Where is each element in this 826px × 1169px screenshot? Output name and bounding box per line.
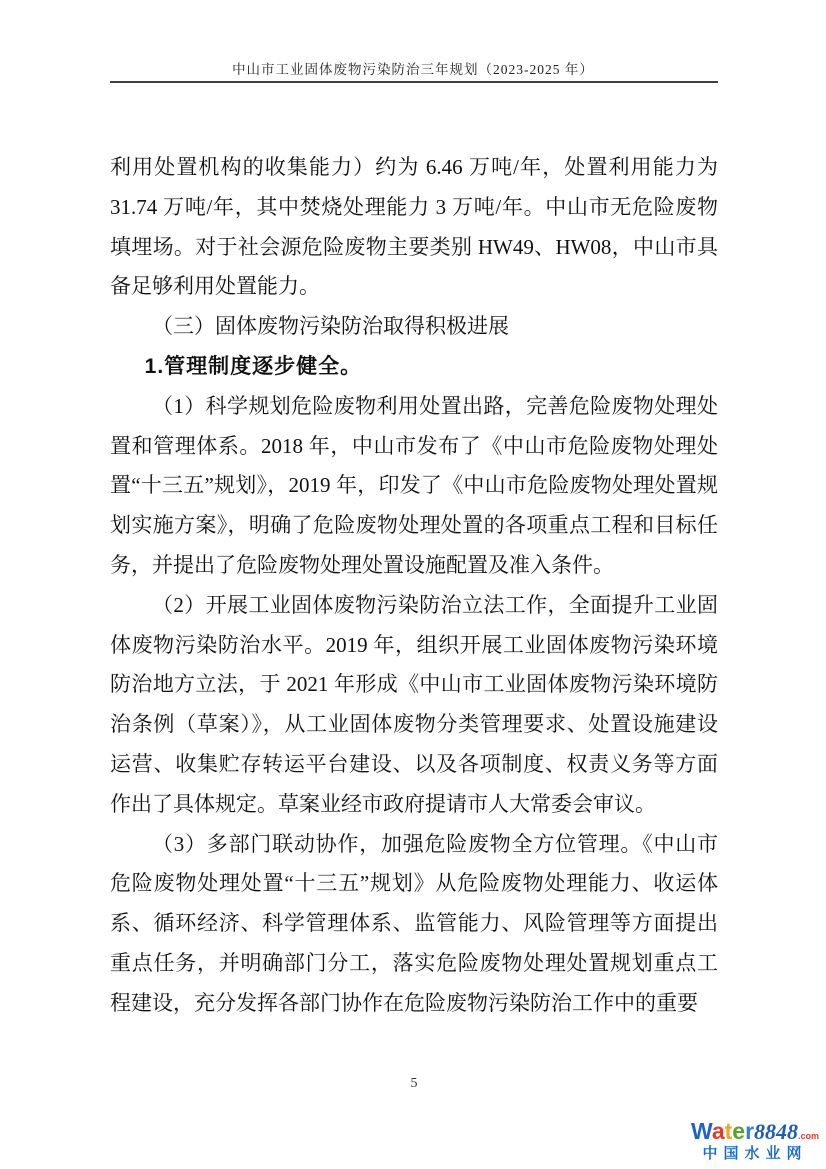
logo-dotcom: .com bbox=[798, 1131, 820, 1141]
document-body bbox=[110, 148, 718, 1024]
water8848-watermark-logo bbox=[689, 1120, 821, 1161]
page-header-title: 中山市工业固体废物污染防治三年规划（2023-2025 年） bbox=[232, 62, 594, 77]
logo-letter-e: e bbox=[732, 1118, 746, 1144]
paragraph-item-1: （1）科学规划危险废物利用处置出路，完善危险废物处理处置和管理体系。2018 年，中山市发布了《中山市危险废物处理处置“十三五”规划》，2019 年，印发了《中山市危险废物处理处置规划实施方案》，明确了危险废物处理处置的各项重点工程和目标任务，并提出了危险废物处理处置设施配置及准入条件。 bbox=[110, 393, 718, 577]
logo-number-8848: 8848 bbox=[754, 1119, 799, 1144]
page-number: 5 bbox=[410, 1076, 418, 1091]
logo-letter-w: W bbox=[690, 1118, 712, 1144]
logo-letter-r: r bbox=[745, 1118, 755, 1144]
header-divider-line bbox=[110, 81, 718, 83]
paragraph-item-3: （3）多部门联动协作，加强危险废物全方位管理。《中山市危险废物处理处置“十三五”规划》从危险废物处理能力、收运体系、循环经济、科学管理体系、监管能力、风险管理等方面提出重点任务，并明确部门分工，落实危险废物处理处置规划重点工程建设，充分发挥各部门协作在危险废物污染防治工作中的重要 bbox=[110, 831, 718, 1015]
logo-subtitle-china-water: 中国水业网 bbox=[702, 1145, 808, 1162]
section-heading-three: （三）固体废物污染防治取得积极进展 bbox=[152, 314, 509, 339]
subsection-heading-management: 1.管理制度逐步健全。 bbox=[144, 354, 363, 378]
water8848-wordmark bbox=[689, 1120, 821, 1143]
logo-letter-a: a bbox=[711, 1118, 725, 1144]
paragraph-capacity-continuation: 利用处置机构的收集能力）约为 6.46 万吨/年，处置利用能力为 31.74 万吨/年，其中焚烧处理能力 3 万吨/年。中山市无危险废物填埋场。对于社会源危险废物主要类别 HW49、HW08，中山市具备足够利用处置能力。 bbox=[110, 155, 718, 299]
paragraph-item-2: （2）开展工业固体废物污染防治立法工作，全面提升工业固体废物污染防治水平。2019 年，组织开展工业固体废物污染环境防治地方立法，于 2021 年形成《中山市工业固体废物污染环境防治条例（草案）》，从工业固体废物分类管理要求、处置设施建设运营、收集贮存转运平台建设、以及各项制度、权责义务等方面作出了具体规定。草案业经市政府提请市人大常委会审议。 bbox=[110, 592, 718, 816]
logo-letter-t: t bbox=[724, 1118, 733, 1144]
